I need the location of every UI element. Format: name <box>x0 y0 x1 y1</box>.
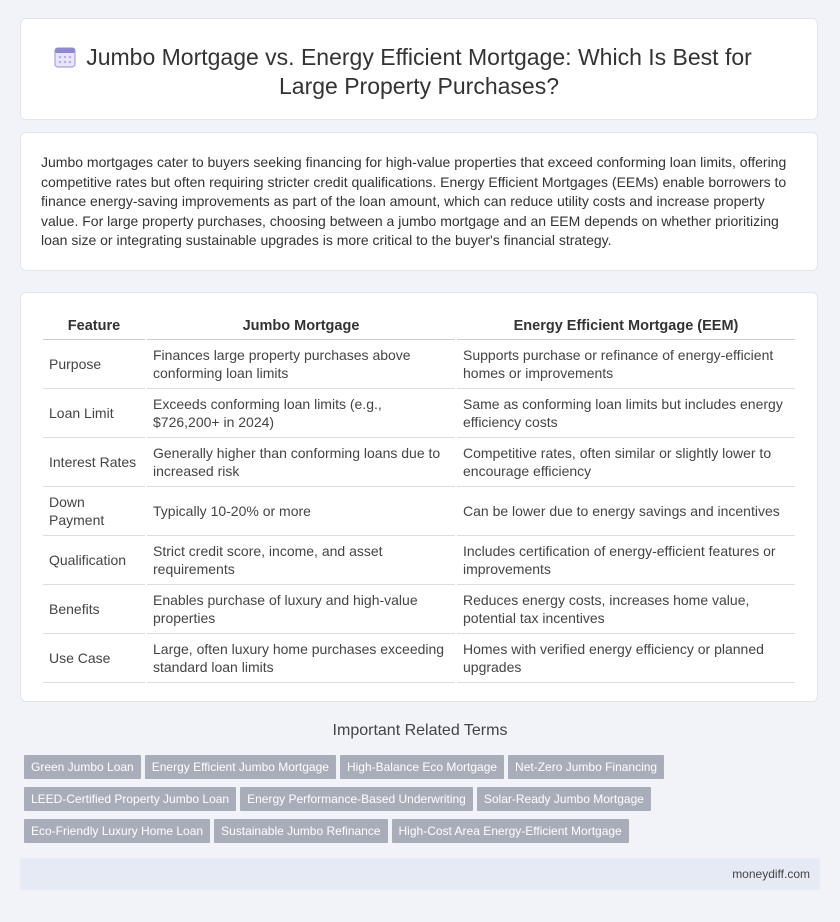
page-title: Jumbo Mortgage vs. Energy Efficient Mortgage: Which Is Best for Large Property Purchases? <box>86 44 752 99</box>
table-row <box>43 487 795 536</box>
jumbo-cell: Typically 10-20% or more <box>147 487 455 536</box>
related-terms-list <box>24 755 824 851</box>
comparison-table <box>41 313 797 683</box>
jumbo-cell: Enables purchase of luxury and high-value properties <box>147 585 455 634</box>
jumbo-cell: Finances large property purchases above conforming loan limits <box>147 340 455 389</box>
related-term-tag[interactable]: Eco-Friendly Luxury Home Loan <box>24 819 210 843</box>
jumbo-cell: Large, often luxury home purchases exceeding standard loan limits <box>147 634 455 683</box>
header-card <box>20 18 818 120</box>
related-term-tag[interactable]: Energy Performance-Based Underwriting <box>240 787 473 811</box>
footer-bar <box>20 858 820 890</box>
related-term-tag[interactable]: High-Cost Area Energy-Efficient Mortgage <box>392 819 629 843</box>
table-row <box>43 340 795 389</box>
eem-cell: Can be lower due to energy savings and incentives <box>457 487 795 536</box>
feature-cell: Interest Rates <box>43 438 145 487</box>
feature-cell: Use Case <box>43 634 145 683</box>
intro-card <box>20 132 818 271</box>
eem-cell: Includes certification of energy-efficient features or improvements <box>457 536 795 585</box>
eem-cell: Reduces energy costs, increases home value, potential tax incentives <box>457 585 795 634</box>
related-term-tag[interactable]: Sustainable Jumbo Refinance <box>214 819 387 843</box>
footer-site-link[interactable]: moneydiff.com <box>732 867 810 881</box>
jumbo-cell: Strict credit score, income, and asset requirements <box>147 536 455 585</box>
eem-cell: Same as conforming loan limits but includes energy efficiency costs <box>457 389 795 438</box>
related-term-tag[interactable]: Green Jumbo Loan <box>24 755 141 779</box>
jumbo-cell: Generally higher than conforming loans due to increased risk <box>147 438 455 487</box>
header-eem: Energy Efficient Mortgage (EEM) <box>457 313 795 340</box>
related-term-tag[interactable]: Net-Zero Jumbo Financing <box>508 755 664 779</box>
related-term-tag[interactable]: Energy Efficient Jumbo Mortgage <box>145 755 336 779</box>
header-feature: Feature <box>43 313 145 340</box>
table-row <box>43 536 795 585</box>
eem-cell: Competitive rates, often similar or slightly lower to encourage efficiency <box>457 438 795 487</box>
table-row <box>43 389 795 438</box>
table-row <box>43 438 795 487</box>
feature-cell: Qualification <box>43 536 145 585</box>
table-row <box>43 634 795 683</box>
table-row <box>43 585 795 634</box>
jumbo-cell: Exceeds conforming loan limits (e.g., $726,200+ in 2024) <box>147 389 455 438</box>
feature-cell: Loan Limit <box>43 389 145 438</box>
related-terms-title: Important Related Terms <box>332 722 508 739</box>
eem-cell: Homes with verified energy efficiency or planned upgrades <box>457 634 795 683</box>
feature-cell: Down Payment <box>43 487 145 536</box>
related-term-tag[interactable]: High-Balance Eco Mortgage <box>340 755 504 779</box>
intro-text: Jumbo mortgages cater to buyers seeking financing for high-value properties that exceed conforming loan limits, offering competitive rates but often requiring stricter credit qualifications. Energy Efficient Mortgages (EEMs) enable borrowers to finance energy-saving improvements as part of the loan amount, which can reduce utility costs and increase property value. For large property purchases, choosing between a jumbo mortgage and an EEM depends on whether prioritizing loan size or integrating sustainable upgrades is more critical to the buyer's financial strategy. <box>41 154 787 248</box>
feature-cell: Purpose <box>43 340 145 389</box>
eem-cell: Supports purchase or refinance of energy-efficient homes or improvements <box>457 340 795 389</box>
comparison-card <box>20 292 818 702</box>
feature-cell: Benefits <box>43 585 145 634</box>
related-term-tag[interactable]: LEED-Certified Property Jumbo Loan <box>24 787 236 811</box>
header-jumbo: Jumbo Mortgage <box>147 313 455 340</box>
related-term-tag[interactable]: Solar-Ready Jumbo Mortgage <box>477 787 651 811</box>
